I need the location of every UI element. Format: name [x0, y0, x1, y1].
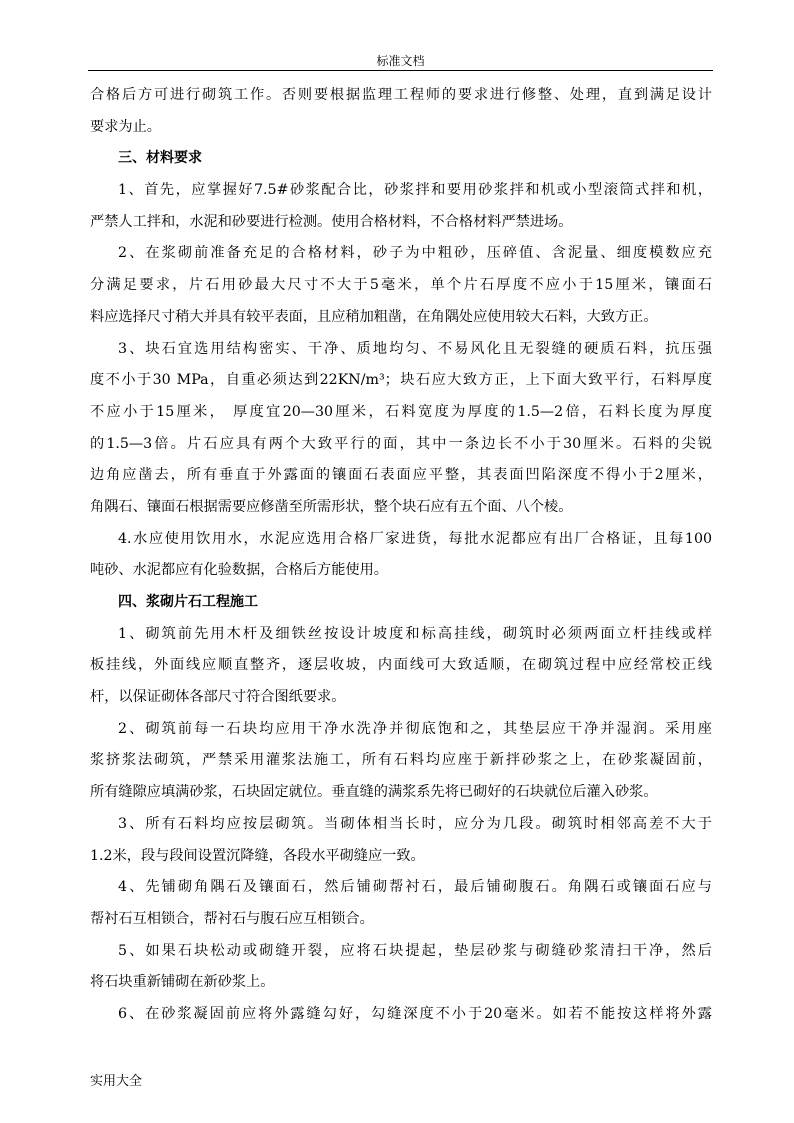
- text-line: 要求为止。: [90, 118, 161, 135]
- text-line: 角隅石、镶面石根据需要应修凿至所需形状，整个块石应有五个面、八个棱。: [90, 498, 573, 515]
- text-line: 5、如果石块松动或砌缝开裂，应将石块提起，垫层砂浆与砌缝砂浆清扫干净，然后: [118, 942, 712, 959]
- text-line: 帮衬石互相锁合，帮衬石与腹石应互相锁合。: [90, 910, 374, 927]
- text-line: 1、首先，应掌握好7.5#砂浆配合比，砂浆拌和要用砂浆拌和机或小型滚筒式拌和机，: [118, 182, 712, 199]
- text-line: 6、在砂浆凝固前应将外露缝勾好，勾缝深度不小于20毫米。如若不能按这样将外露: [118, 1005, 712, 1022]
- text-line: 杆，以保证砌体各部尺寸符合图纸要求。: [90, 689, 346, 706]
- text-line: 严禁人工拌和，水泥和砂要进行检测。使用合格材料，不合格材料严禁进场。: [90, 213, 573, 230]
- text-line: 3、所有石料均应按层砌筑。当砌体相当长时，应分为几段。砌筑时相邻高差不大于: [118, 815, 712, 832]
- text-line: 3、块石宜选用结构密实、干净、质地均匀、不易风化且无裂缝的硬质石料，抗压强: [118, 340, 712, 357]
- text-line: 将石块重新铺砌在新砂浆上。: [90, 974, 275, 991]
- text-line: 料应选择尺寸稍大并具有较平表面，且应稍加粗凿，在角隅处应使用较大石料，大致方正。: [90, 308, 658, 325]
- text-line: 板挂线，外面线应顺直整齐，逐层收坡，内面线可大致适顺，在砌筑过程中应经常校正线: [90, 657, 712, 674]
- section-heading: 三、材料要求: [118, 150, 202, 167]
- section-heading: 四、浆砌片石工程施工: [118, 594, 258, 610]
- text-line: 4、先铺砌角隅石及镶面石，然后铺砌帮衬石，最后铺砌腹石。角隅石或镶面石应与: [118, 879, 712, 896]
- text-line: 边角应凿去，所有垂直于外露面的镶面石表面应平整，其表面凹陷深度不得小于2厘米，: [90, 467, 712, 484]
- text-line: 2、在浆砌前准备充足的合格材料，砂子为中粗砂，压碎值、含泥量、细度模数应充: [118, 245, 712, 262]
- text-line: 的1.5—3倍。片石应具有两个大致平行的面，其中一条边长不小于30厘米。石料的尖锐: [90, 435, 712, 452]
- text-line: 浆挤浆法砌筑，严禁采用灌浆法施工，所有石料均应座于新拌砂浆之上，在砂浆凝固前，: [90, 752, 712, 769]
- text-line: 1.2米，段与段间设置沉降缝，各段水平砌缝应一致。: [90, 847, 425, 864]
- text-line: 吨砂、水泥都应有化验数据，合格后方能使用。: [90, 562, 388, 579]
- text-line: 不应小于15厘米， 厚度宜20—30厘米，石料宽度为厚度的1.5—2倍，石料长度为厚度: [90, 403, 712, 420]
- text-line: 度不小于30 MPa，自重必须达到22KN/m³；块石应大致方正，上下面大致平行，石料厚度: [90, 372, 712, 389]
- text-line: 分满足要求，片石用砂最大尺寸不大于5毫米，单个片石厚度不应小于15厘米，镶面石: [90, 277, 712, 294]
- page-footer: 实用大全: [90, 1074, 143, 1089]
- document-body: [90, 80, 712, 1031]
- text-line: 4.水应使用饮用水，水泥应选用合格厂家进货，每批水泥都应有出厂合格证，且每100: [118, 530, 712, 547]
- page-header: 标准文档: [88, 54, 713, 71]
- text-line: 2、砌筑前每一石块均应用干净水洗净并彻底饱和之，其垫层应干净并湿润。采用座: [118, 720, 712, 737]
- text-line: 所有缝隙应填满砂浆，石块固定就位。垂直缝的满浆系先将已砌好的石块就位后灌入砂浆。: [90, 784, 658, 801]
- text-line: 1、砌筑前先用木杆及细铁丝按设计坡度和标高挂线，砌筑时必须两面立杆挂线或样: [118, 625, 712, 642]
- text-line: 合格后方可进行砌筑工作。否则要根据监理工程师的要求进行修整、处理，直到满足设计: [90, 87, 712, 103]
